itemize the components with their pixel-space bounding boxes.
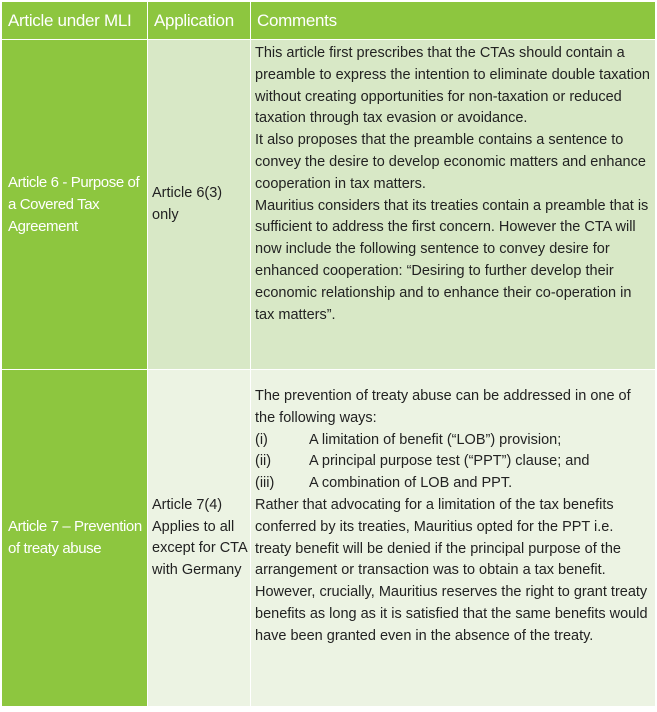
list-item (255, 430, 651, 452)
article-cell: Article 7 – Prevention of treaty abuse (2, 370, 148, 707)
list-text: A principal purpose test (“PPT”) clause; and (309, 453, 590, 470)
header-comments: Comments (251, 2, 656, 40)
article-cell: Article 6 - Purpose of a Covered Tax Agreement (2, 40, 148, 370)
list-number: (ii) (255, 453, 272, 470)
list-text: A limitation of benefit (“LOB”) provision; (309, 431, 562, 448)
list-text: A combination of LOB and PPT. (309, 475, 513, 492)
comment-paragraph: It also proposes that the preamble contains a sentence to convey the desire to develop economic matters and enhance cooperation in tax matters. (255, 132, 646, 192)
application-cell: Article 6(3) only (148, 40, 251, 370)
comment-paragraph: Mauritius considers that its treaties contain a preamble that is sufficient to address the first concern. However the CTA will now include the following sentence to convey desire for enhanced cooperation: “Desiring to further develop their economic relationship and to enhance their co-operation in tax matters”. (255, 197, 649, 323)
comment-paragraph: Rather that advocating for a limitation of the tax benefits conferred by its treaties, Mauritius opted for the PPT i.e. treaty benefit will be denied if the principal purpose of the arrangement or transaction was to obtain a tax benefit. (255, 496, 621, 579)
header-application: Application (148, 2, 251, 40)
table-row (2, 370, 656, 707)
comment-paragraph: This article first prescribes that the CTAs should contain a preamble to express the intention to eliminate double taxation without creating opportunities for non-taxation or reduced taxation through tax evasion or avoidance. (255, 45, 650, 127)
list-item (255, 473, 651, 495)
comment-paragraph: However, crucially, Mauritius reserves the right to grant treaty benefits as long as it is satisfied that the same benefits would have been granted even in the absence of the treaty. (255, 584, 648, 644)
header-article: Article under MLI (2, 2, 148, 40)
application-cell: Article 7(4) Applies to all except for CTA with Germany (148, 370, 251, 707)
mli-table (1, 1, 656, 707)
table-row (2, 40, 656, 370)
list-item (255, 451, 651, 473)
comments-cell (251, 40, 656, 370)
comment-intro: The prevention of treaty abuse can be addressed in one of the following ways: (255, 388, 631, 426)
list-number: (i) (255, 431, 268, 448)
table-header-row (2, 2, 656, 40)
comments-cell (251, 370, 656, 707)
list-number: (iii) (255, 475, 275, 492)
